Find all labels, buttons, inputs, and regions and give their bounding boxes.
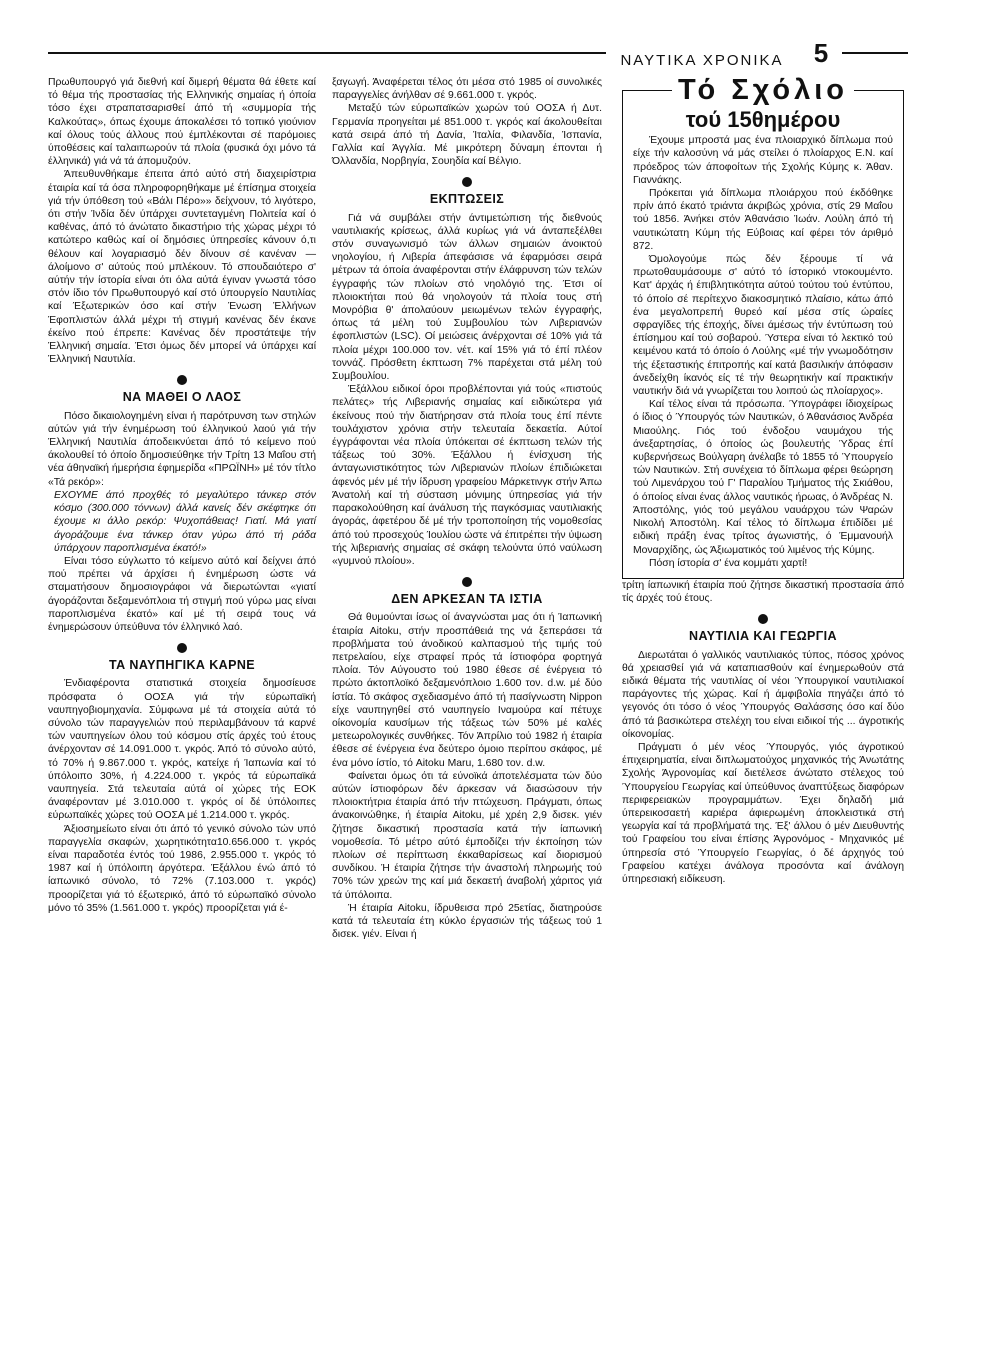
column-3 bbox=[622, 76, 904, 886]
article-paragraph: ξαγωγή. Άναφέρεται τέλος ότι μέσα στό 1985 οί συνολικές παραγγελίες άνήλθαν σέ 9.661.000 τ. γκρός. bbox=[332, 77, 602, 102]
header-rule-left bbox=[48, 52, 606, 54]
editorial-paragraph: Πρόκειται γιά δίπλωμα πλοιάρχου πού έκδόθηκε πρίν άπό έκατό τριάντα άκριβώς χρόνια, στίς 29 Μαΐου τού 1856. Άνήκει στόν Άθανάσιο Ίωάν. Λούλη άπό τή ναυτικώτατη Κύμη τής Εύβοιας καί φέρει τόν άριθμό 872. bbox=[633, 188, 893, 252]
article-paragraph: Διερωτάται ό γαλλικός ναυτιλιακός τύπος, πόσος χρόνος θά χρειασθεί γιά νά καταπιασθούν καί ένημερωθούν στά ειδικά θέματα τής ναυτιλίας οί νέοι Ύπουργικοί ναυτιλιακοί παράγοντες τής χώρας. Καί ή άμφιβολία πηγάζει άπό τό γεγονός ότι τόσο ό νέος Ύπουργός Θαλάσσης όσο καί δύο άπό τά βασικώτερα στελέχη του είναι ειδικοί τής ... άγροτικής οίκονομίας. bbox=[622, 649, 904, 740]
article-paragraph: Ή έταιρία Aitoku, ίδρυθεισα πρό 25ετίας, διατηρούσε κατά τά τελευταία έτη κύκλο έργασιών τής τάξεως τού 1 δισεκ. γιέν. Είναι ή bbox=[332, 902, 602, 941]
article-paragraph: Πρωθυπουργό γιά διεθνή καί διμερή θέματα θά έθετε καί τό θέμα τής προστασίας τής Ελληνικής σημαίας ή όποία τόσο έχει στραπατσαρισθεί άπό τή «συμμορία τής Καλκούτας», όπως έχουμε άποκαλέσει τό τοπικό γιούνιον καί όλους τούς άλλους πού έμπλέκονται σέ παρόμοιες ύποθέσεις καί ταλαιπωρούν τά πλοία (φυσικά όχι μόνο τά έλληνικά) γιά νά τά άπομυζούν. bbox=[48, 77, 316, 168]
bullet-separator-icon bbox=[758, 614, 768, 624]
editorial-subtitle: τού 15θημέρου bbox=[685, 107, 841, 132]
header-rule-right bbox=[842, 52, 908, 54]
column-1 bbox=[48, 76, 316, 915]
article-paragraph: Έξάλλου ειδικοί όροι προβλέπονται γιά τούς «πιστούς πελάτες» τής Λιβεριανής σημαίας καί ειδικώτερα γιά έκείνους πού τήν διατήρησαν στά πλοία τους έπί πέντε τουλάχιστον χρόνια στήν τελευταία δεκαετία. Αύτοί έγγράφονται νέα πλοία ύπόκειται σέ έκπτωση τελών τής τάξεως τού 30%. Έξάλλου ή ένίσχυση τής άνταγωνιστικότητος τών Λιβεριανών πλοίων έπιδιώκεται άφενός μέν μέ τήν ίδρυση γραφείου Μάρκετινγκ στήν Άπω Άνατολή καί τή σύσταση μόνιμης ύπηρεσίας γιά τήν παρακολούθηση καί άνάλυση τής παγκόσμιας ναυτιλιακής άγοράς, άφετέρου δέ μέ τήν τροποποίηση τής νομοθεσίας άπό τού προσεχούς Ίουλίου ώστε νά έπιτρέπει τήν ύψωση τής λιβεριανής σημαίας σέ σκάφη τελούντα ύπό ναύλωση «γυμνού πλοίου». bbox=[332, 384, 602, 567]
page-number: 5 bbox=[813, 38, 829, 68]
editorial-title-wrap bbox=[621, 75, 905, 112]
article-continuation: τρίτη ίαπωνική έταιρία πού ζήτησε δικαστική προστασία άπό τίς άρχές τού έτους. bbox=[622, 579, 904, 605]
editorial-paragraph: Έχουμε μπροστά μας ένα πλοιαρχικό δίπλωμα πού είχε τήν καλοσύνη νά μάς στείλει ό πλοίαρχος Ε.Ν. καί πρόεδρος τών άποφοίτων τής Σχολής Κύμης κ. Άθαν. Γιαννάκης. bbox=[633, 135, 893, 186]
article-paragraph: Γιά νά συμβάλει στήν άντιμετώπιση τής διεθνούς ναυτιλιακής κρίσεως, άλλά κυρίως γιά νά άνταπεξέλθει στόν συναγωνισμό τών άλλων σημαιών άνοικτού νηολογίου, ή Λιβερία άπεφάσισε νά έφαρμόσει σειρά μέτρων τά όποία άναφέρονται στήν έλάφρυνση τών τελών έγγραφής τών πλοίων στό νηολόγιό της. Έτσι οί πλοιοκτήται πού θά νηολογούν τά πλοία τους στή Μονρόβια θ' άπολαύουν μειωμένων τελών έγγραφής, όπως τά μέλη τού Συμβουλίου τών Λιβεριανών έφοπλιστών (LSC). Οί μειώσεις άνέρχονται σέ 10% γιά τά πλοία μέχρι 100.000 τον. νέτ. καί 15% γιά τό έπί πλέον τοννάζ. Πρόσθετη έκπτωση 7% παρέχεται στά μέλη τού Συμβουλίου. bbox=[332, 212, 602, 383]
section-heading-laos: ΝΑ ΜΑΘΕΙ Ο ΛΑΟΣ bbox=[122, 390, 242, 405]
article-paragraph: Είναι τόσο εύγλωττο τό κείμενο αύτό καί δείχνει άπό πού πρέπει νά άρχίσει ή ένημέρωση ώστε νά σταματήσουν δημοσιογράφοι νά διερωτώνται «γιατί άγοράζονται δεξαμενόπλοια τή στιγμή πού γύρω μας είναι παροπλισμένα έκατό» καί μέ τή σειρά τους νά ένημερώσουν ύπεύθυνα τόν έλληνικό λαό. bbox=[48, 555, 316, 633]
editorial-paragraph: Πόση ίστορία σ' ένα κομμάτι χαρτί! bbox=[649, 557, 808, 569]
article-paragraph: Φαίνεται όμως ότι τά εύνοϊκά άποτελέσματα τών δύο αύτών ίστιοφόρων δέν άρκεσαν νά διασώσουν τήν πλοιοκτήτρια έταιρία άπό τήν πτώχευση. Πράγματι, όπως άνακοινώθηκε, ή έταιρία Aitoku, μέ χρέη 2,9 δισεκ. γιέν ζήτησε δικαστική προστασία κατά τήν ίαπωνική νομοθεσία. Τό μέτρο αύτό έμποδίζει τήν έκποίηση τών πλοίων σέ περίπτωση έκκαθαρίσεως καί διορισμού συνδίκου. Ή έταιρία ζήτησε τήν άναστολή πληρωμής τού 70% τών χρεών της καί μιά δεκαετή άναβολή χάριτος γιά τά ύπόλοιπα. bbox=[332, 770, 602, 901]
editorial-title: Τό Σχόλιο bbox=[672, 74, 854, 106]
article-paragraph: Μεταξύ τών εύρωπαϊκών χωρών τού ΟΟΣΑ ή Δυτ. Γερμανία προηγείται μέ 851.000 τ. γκρός καί άκολουθείται κατά σειρά άπό τή Δανία, Ίταλία, Φιλανδία, Ίσπανία, Γαλλία καί Άγγλία. Μέ μικρότερη δύναμη έπονται ή Όλλανδία, Νορβηγία, Σουηδία καί Βέλγιο. bbox=[332, 103, 602, 168]
section-heading-georgia: ΝΑΥΤΙΛΙΑ ΚΑΙ ΓΕΩΡΓΙΑ bbox=[689, 629, 837, 644]
column-2 bbox=[332, 76, 602, 941]
article-paragraph: Θά θυμούνται ίσως οί άναγνώσται μας ότι ή Ίαπωνική έταιρία Aitoku, στήν προσπάθειά της νά ξεπεράσει τά προβλήματα τού άνοδικού καλπασμού τής τιμής τού πετρελαίου, είχε στραφεί πρός τά ίστιοφόρα φορτηγά πλοία. Τόν Αύγουστο τού 1980 έθεσε σέ ένέργεια τό πρώτο άκτοπλοϊκό δεξαμενόπλοιο 1.600 τον. d.w. μέ δύο ίστία. Τό σκάφος σχεδιασμένο άπό τή πασίγνωστη Nippon είχε ναυπηγηθεί στό ναυπηγείο Ιναμούρα καί πέτυχε οίκονομία καυσίμων τής τάξεως τών 50% μέ καλές μετεωρολογικές συνθήκες. Τόν Άπρίλιο τού 1982 ή έταιρία έθεσε σέ ένέργεια ένα δεύτερο όμοιο περίπου σκάφος, μέ ένα μόνο ίστίο, τό Aitoku Maru, 1.680 τον. d.w. bbox=[332, 612, 602, 769]
article-paragraph: Άπευθυνθήκαμε έπειτα άπό αύτό στή διαχειρίστρια έταιρία καί τά όσα πληροφορηθήκαμε μέ έπίσημα στοιχεία γιά τήν ύπόθεση τού «Βάλι Πέρο»» δείχνουν, τό λιγότερο, ότι στήν Ίνδία δέν ύπάρχει συντεταγμένη Πολιτεία καί ό καθένας, άπό τό άνώτατο δικαστήριο τής χώρας μέχρι τό κατώτερο καθώς καί οί δημόσιες ύπηρεσίες κάνουν ό,τι θέλουν καί λογαριασμό δέν δίνουν σέ κανέναν — άλοίμονο σ' αύτούς πού μπλέκουν. Τό σπουδαιότερο σ' αύτήν τήν ίστορία είναι ότι όλα αύτά έγιναν γνωστά τόσο στόν ίδιο τόν Πρωθυπουργό καί στό ύπουργείο Ναυτιλίας καί Έξωτερικών όσο καί στήν Ένωση Έλλήνων Έφοπλιστών άλλά μέχρι τή στιγμή κανένας δέν έκανε έκείνο πού έπρεπε: Κανένας δέν προστάτεψε τήν Έλληνική σημαία. Έτσι όμως δέν μπορεί νά ύπάρχει καί Έλληνική Ναυτιλία. bbox=[48, 169, 316, 366]
section-heading-istia: ΔΕΝ ΑΡΚΕΣΑΝ ΤΑ ΙΣΤΙΑ bbox=[391, 592, 543, 607]
article-paragraph: Πράγματι ό μέν νέος Ύπουργός, γιός άγροτικού έπιχειρηματία, είναι διπλωματούχος μηχανικός τής Άνωτάτης Σχολής Άγρονομίας καί διετέλεσε άνώτατο στέλεχος τού Ύπουργείου Γεωργίας καί ύπεύθυνος άναπτύξεως διαφόρων περιφερειακών προγραμμάτων. Έχει δηλαδή μιά ύπερεικοσαετή καριέρα άφιερωμένη άποκλειστικά στή γεωργία καί τά προβλήματά της. Έξ' άλλου ό μέν Διευθυντής τού Γραφείου του είναι έπίσης Άγρονόμος - Μηχανικός μέ ύπηρεσία στό Ύπουργείο Γεωργίας, ό δέ άρχηγός τού Γραφείου κατέχει άνάλογα προσόντα καί άνάλογη ύπηρεσιακή ειδίκευση. bbox=[622, 741, 904, 885]
editorial-box bbox=[622, 74, 904, 579]
bullet-separator-icon bbox=[462, 177, 472, 187]
editorial-paragraph: Καί τέλος είναι τά πρόσωπα. Ύπογράφει ίδιοχείρως ό ίδιος ό Ύπουργός τών Ναυτικών, ό Άθανάσιος Άνδρέα Μιαούλης. Γιός τού ένδοξου ναυμάχου τής άνεξαρτησίας, ό όποίος ώς βουλευτής Ύδρας έπί κυβερνήσεως Βούλγαρη άνέλαβε τό 1855 τό Ύπουργείο τών Ναυτικών. Στή συνέχεια τό δίπλωμα φέρει θεώρηση τού Λιμενάρχου τού Γ' Παραλίου Τμήματος τής Σκιάθου, ό όποίος είναι ένας άλλος ναυτικός ήρωας, ό Άνδρέας Ν. Άποστόλης, γιός τού μεγάλου ναυάρχου τών Ψαρών Νικολή Άποστόλη. Καί τέλος τό δίπλωμα έπιδίδει μέ ειδική πράξη ένας τρίτος άγωνιστής, ό Έμμανουήλ Μοναρχίδης, ώς Άξιωματικός τού λιμένος τής Κύμης. bbox=[633, 399, 893, 556]
bullet-separator-icon bbox=[177, 375, 187, 385]
bullet-separator-icon bbox=[177, 643, 187, 653]
bullet-separator-icon bbox=[462, 577, 472, 587]
editorial-paragraph: Όμολογούμε πώς δέν ξέρουμε τί νά πρωτοθαυμάσουμε σ' αύτό τό ίστορικό ντοκουμέντο. Κατ' άρχάς ή έπιβλητικότητα αύτού τούτου τού έντύπου, τό όποίο σέ περίτεχνο διακοσμητικό πλαίσιο, κάτω άπό ένα μεγαλοπρεπή θυρεό καί μέσα στίς ώραίες σφραγίδες τής έποχής, δίνει άμέσως τήν έντύπωση τού έπίσημου καί τού σοβαρού. Ύστερα είναι τό λεκτικό τού κειμένου κατά τό όποίο ό Λούλης «μέ τήν γνωμοδότησιν τής έξεταστικής έπιτροπής καί κατά βασιλικήν άπόφασιν άνεδείχθη ίκανός είς τέ τήν θεωρητικήν καί πρακτικήν ναυτικήν διά νά γνωρίζεται του λοιπού ώς πλοίαρχος». bbox=[633, 254, 893, 398]
masthead: ΝΑΥΤΙΚΑ ΧΡΟΝΙΚΑ bbox=[620, 52, 784, 69]
section-heading-karne: ΤΑ ΝΑΥΠΗΓΙΚΑ ΚΑΡΝΕ bbox=[109, 658, 255, 673]
section-heading-ekptoseis: ΕΚΠΤΩΣΕΙΣ bbox=[429, 192, 505, 207]
article-paragraph: Άξιοσημείωτο είναι ότι άπό τό γενικό σύνολο τών υπό παραγγελία σκαφών, χωρητικότητα10.656.000 τ. γκρός είναι παραδοτέα έντός τού 1986, 2.955.000 τ. γκρός τό 1987 καί ή ύπόλοιπη άργότερα. Έξάλλου ένώ άπό τό ίαπωνικό σύνολο, τό 72% (7.103.000 τ. γκρός) προορίζεται γιά τό έξωτερικό, άπό τό εύρωπαϊκό σύνολο μόνο τό 35% (1.561.000 τ. γκρός) προορίζεται γιά έ- bbox=[48, 823, 316, 914]
article-paragraph: Πόσο δικαιολογημένη είναι ή παρότρυνση των στηλών αύτών γιά τήν ένημέρωση τού έλληνικού λαού γιά τήν Έλληνική Ναυτιλία άποδεικνύεται άπό τό κείμενο πού άκολουθεί τό όποίο δημοσιεύθηκε τήν Τρίτη 13 Μαΐου στή νέα άθηναϊκή ήμερήσια έφημερίδα «ΠΡΩΪΝΗ» μέ τόν τίτλο «Τά ρεκόρ»: bbox=[48, 410, 316, 488]
article-paragraph: Ένδιαφέροντα στατιστικά στοιχεία δημοσίευσε πρόσφατα ό ΟΟΣΑ γιά τήν εύρωπαϊκή ναυπηγοβιομηχανία. Σύμφωνα μέ τά στοιχεία αύτά τό σύνολο τών παραγγελιών πού περιλαμβάνουν τά καρνέ τών ναυπηγείων όλου τού κόσμου στίς άρχές τού έτους άνέρχονταν σέ 14.091.000 τ. γκρός. Άπό τό σύνολο αύτό, τό 70% ή 9.867.000 τ. γκρός, κατείχε ή Ίαπωνία καί τό ύπόλοιπο 30%, ή 4.224.000 τ. γκρός τά εύρωπαϊκά ναυπηγεία. Στά τελευταία αύτά οί χώρες τής ΕΟΚ άναφέρονταν μέ 3.010.000 τ. γκρός οί δέ ύπόλοιπες εύρωπαϊκές χώρες τού ΟΟΣΑ μέ 1.214.000 τ. γκρός. bbox=[48, 678, 316, 822]
article-quote: ΕΧΟΥΜΕ άπό προχθές τό μεγαλύτερο τάνκερ στόν κόσμο (300.000 τόννων) άλλά κανείς δέν σκέφτηκε ότι έχουμε κι άλλο ρεκόρ: Ψυχοπάθειας! Γιατί. Μά γιατί άγοράζουμε ένα τάνκερ όταν γύρω άπό τή ράδα ύπάρχουν παροπλισμένα έκατό!» bbox=[54, 489, 316, 554]
